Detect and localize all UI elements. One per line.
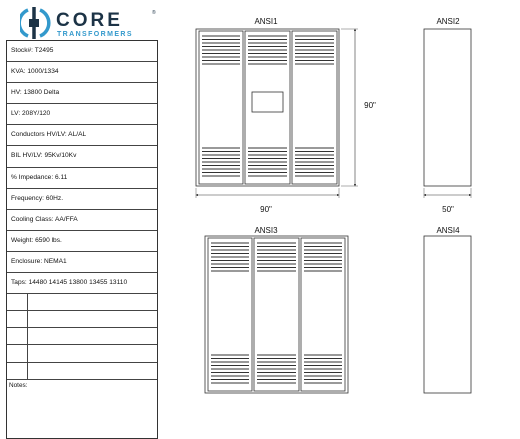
spec-row-weight: Weight: 6590 lbs. (7, 231, 157, 252)
ansi3-front-view (205, 236, 348, 393)
spec-row-taps: Taps: 14480 14145 13800 13455 13110 (7, 273, 157, 294)
ansi4-label: ANSI4 (436, 226, 460, 235)
spec-row-conductors: Conductors HV/LV: AL/AL (7, 125, 157, 146)
logo-subtitle: TRANSFORMERS (57, 31, 133, 38)
ansi1-nameplate (252, 92, 283, 112)
spec-row-frequency: Frequency: 60Hz. (7, 189, 157, 210)
ansi3-label: ANSI3 (254, 226, 278, 235)
notes-label: Notes: (9, 381, 28, 389)
ansi2-depth-dimension (424, 188, 471, 214)
ansi2-side-view (424, 29, 471, 186)
ansi1-label: ANSI1 (254, 17, 278, 26)
spec-row-hv: HV: 13800 Delta (7, 83, 157, 104)
ansi1-height-dimension (341, 29, 376, 186)
spec-row-lv: LV: 208Y/120 (7, 104, 157, 125)
spec-row-cooling: Cooling Class: AA/FFA (7, 210, 157, 231)
spec-row-impedance: % Impedance: 6.11 (7, 168, 157, 189)
spec-row-bil: BIL HV/LV: 95Kv/10Kv (7, 146, 157, 167)
spec-row-stock: Stock#: T2495 (7, 41, 157, 62)
depth-dim-label: 50" (442, 205, 454, 214)
logo-wordmark: CORE (56, 10, 123, 31)
spec-row-kva: KVA: 1000/1334 (7, 62, 157, 83)
height-dim-label: 90" (364, 101, 376, 110)
ansi4-side-view (424, 236, 471, 393)
ansi1-width-dimension (196, 188, 339, 214)
width-dim-label: 90" (260, 205, 272, 214)
ansi1-front-view (196, 29, 339, 186)
ansi2-label: ANSI2 (436, 17, 460, 26)
logo-trademark: ® (152, 10, 156, 16)
spec-row-enclosure: Enclosure: NEMA1 (7, 252, 157, 273)
